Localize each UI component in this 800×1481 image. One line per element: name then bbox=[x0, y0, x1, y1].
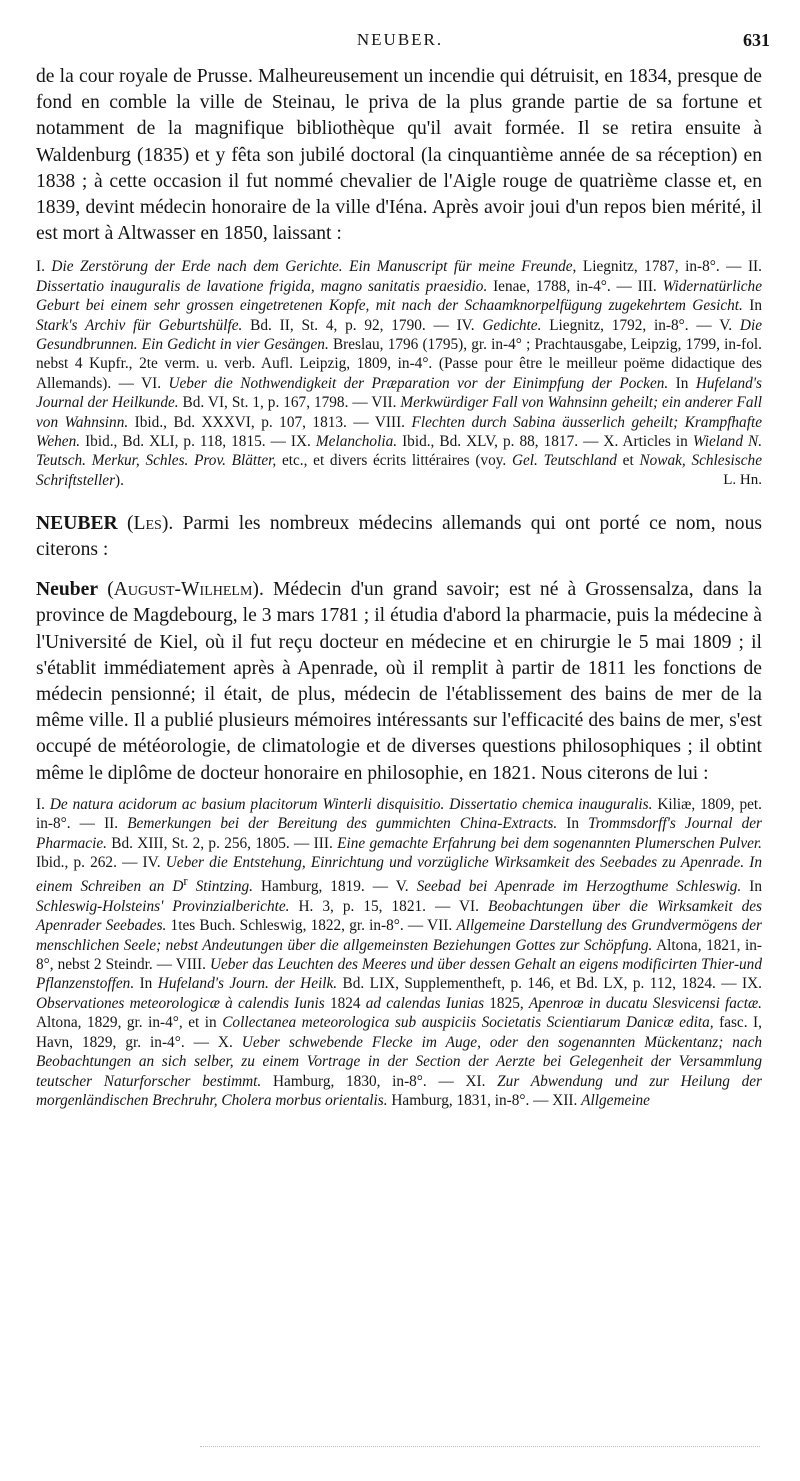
biblio-title: Melancholia. bbox=[315, 433, 398, 451]
biblio-title: Collectanea meteorologica sub auspiciis Societatis Scientiarum Danicæ edita, bbox=[222, 1014, 714, 1032]
biblio-text: Kiliæ, 1809, pet. in-8°. — II. bbox=[36, 795, 762, 833]
biblio-text: Ibid., p. 262. — IV. bbox=[36, 853, 166, 871]
entry-given-names: (August-Wilhelm). bbox=[98, 579, 264, 601]
section-intro-paragraph bbox=[36, 511, 762, 563]
biblio-text: In bbox=[668, 374, 696, 392]
biblio-title: Gel. Teutschland bbox=[511, 452, 617, 470]
biblio-title: Schleswig-Holsteins' Provinzialberichte. bbox=[36, 897, 290, 915]
biblio-text: Liegnitz, 1792, in-8°. — V. bbox=[541, 316, 740, 334]
biblio-text: I. bbox=[36, 795, 50, 813]
biblio-title: Merkwürdiger Fall von Wahnsinn geheilt; ein anderer Fall von Wahnsinn. bbox=[36, 394, 763, 431]
biblio-title: Gedichte. bbox=[482, 316, 542, 334]
biblio-text: Bd. VI, St. 1, p. 167, 1798. — VII. bbox=[178, 394, 401, 412]
biblio-text: In bbox=[741, 878, 762, 896]
biblio-text: 1824 bbox=[324, 994, 366, 1012]
biblio-title: Trommsdorff's Journal der Pharmacie. bbox=[36, 815, 762, 852]
biblio-text: fasc. I, Havn, 1829, gr. in-4°. — X. bbox=[36, 1014, 762, 1051]
biblio-text: 1tes Buch. Schleswig, 1822, gr. in-8°. — VII. bbox=[166, 917, 457, 935]
biblio-title: Bemerkungen bei der Bereitung des gummichten China-Extracts. bbox=[127, 815, 558, 833]
biblio-text: etc., et divers écrits littéraires (voy. bbox=[276, 452, 512, 470]
biblio-title: Ueber schwebende Flecke im Auge, oder den sogenannten Mückentanz; nach Beobachtungen an sich selber, zu einem Vortrage in der Section der Aerzte bei Gelegenheit der Versammlung teutscher Naturforscher bestimmt. bbox=[36, 1033, 763, 1090]
entry-paragraph bbox=[36, 577, 762, 787]
biblio-title: Seebad bei Apenrade im Herzogthume Schleswig. bbox=[416, 878, 742, 896]
entry-text: Médecin d'un grand savoir; est né à Grossensalza, dans la province de Magdebourg, le 3 mars 1781 ; il étudia d'abord la pharmacie, puis la médecine à l'Université de Kiel, où il fut reçu docteur en médecine et en chirurgie le 5 mai 1809 ; il s'établit immédiatement après à Apenrade, où il remplit à partir de 1811 les fonctions de médecin pensionné; il était, de plus, médecin de l'établissement des bains de mer de la même ville. Il a publié plusieurs mémoires intéressants sur l'efficacité des bains de mer, s'est occupé de météorologie, de climatologie et de diverses questions philosophiques ; il obtint même le diplôme de docteur honoraire en philosophie, en 1821. Nous citerons de lui : bbox=[36, 579, 762, 784]
biblio-title: Observationes meteorologicæ à calendis Iunis bbox=[36, 994, 325, 1012]
biblio-text: H. 3, p. 15, 1821. — VI. bbox=[289, 897, 488, 915]
bibliography-list-1 bbox=[36, 257, 762, 490]
biblio-text: Ibid., Bd. XLV, p. 88, 1817. — X. Articles in bbox=[397, 433, 693, 451]
biblio-text: In bbox=[742, 297, 762, 315]
biblio-title: Allgemeine Darstellung des Grundvermögens der menschlichen Seele; nebst Andeutungen über die allgemeinsten Beziehungen Gottes zur Schöpfung. bbox=[36, 917, 762, 954]
biblio-text: Bd. XIII, St. 2, p. 256, 1805. — III. bbox=[106, 834, 338, 852]
biblio-text: Altona, 1829, gr. in-4°, et in bbox=[36, 1014, 223, 1032]
biblio-text: Ibid., Bd. XXXVI, p. 107, 1813. — VIII. bbox=[128, 413, 412, 431]
biblio-title: Die Gesundbrunnen. Ein Gedicht in vier Gesängen. bbox=[36, 316, 762, 354]
biblio-title: ad calendas Iunias bbox=[365, 994, 485, 1012]
author-signature: L. Hn. bbox=[723, 472, 762, 489]
biblio-title: Widernatürliche Geburt bei einem sehr grossen eingetretenen Kopfe, mit nach der Schaamknorpelfügung zugekehrtem Gesicht. bbox=[36, 277, 762, 315]
section-heading: NEUBER bbox=[36, 512, 118, 534]
biblio-title: Zur Abwendung und zur Heilung der morgenländischen Brechruhr, Cholera morbus orientalis. bbox=[36, 1072, 763, 1109]
biblio-text: Hamburg, 1830, in-8°. — XI. bbox=[261, 1072, 498, 1090]
biblio-title: Stintzing. bbox=[187, 878, 254, 896]
page-bottom-rule bbox=[200, 1446, 760, 1449]
biblio-text: I. bbox=[36, 258, 52, 276]
biblio-title: Ueber die Nothwendigkeit der Præparation vor der Einimpfung der Pocken. bbox=[168, 374, 669, 392]
section-intro-text: Parmi les nombreux médecins allemands qui ont porté ce nom, nous citerons : bbox=[36, 512, 762, 560]
biblio-title: De natura acidorum ac basium placitorum Winterli disquisitio. Dissertatio chemica inauguralis. bbox=[49, 795, 653, 813]
bibliography-list-2 bbox=[36, 795, 762, 1111]
biblio-text: Hamburg, 1831, in-8°. — XII. bbox=[387, 1091, 582, 1109]
biblio-text: Ienae, 1788, in-4°. — III. bbox=[487, 277, 663, 295]
page-number: 631 bbox=[743, 30, 770, 50]
biography-paragraph-continued: de la cour royale de Prusse. Malheureusement un incendie qui détruisit, en 1834, presque de fond en comble la ville de Steinau, le priva de la plus grande partie de sa fortune et notamment de la magnifique bibliothèque qu'il avait formée. Il se retira ensuite à Waldenburg (1835) et y fêta son jubilé doctoral (la cinquantième année de sa réception) en 1838 ; à cette occasion il fut nommé chevalier de l'Aigle rouge de quatrième classe et, en 1839, devint médecin honoraire de la ville d'Iéna. Après avoir joui d'un repos bien mérité, il est mort à Altwasser en 1850, laissant : bbox=[36, 66, 762, 245]
biblio-text: Breslau, 1796 (1795), gr. in-4° ; Prachtausgabe, Leipzig, 1799, in-fol. nebst 4 Kupfr., 2te verm. u. verb. Aufl. Leipzig, 1809, in-4°. (Passe pour être le meilleur poëme didactique des Allemands). — VI. bbox=[36, 336, 762, 392]
biblio-title: Nowak, Schlesische Schriftsteller bbox=[36, 452, 762, 489]
biblio-title: Eine gemachte Erfahrung bei dem sogenannten Plumerschen Pulver. bbox=[337, 834, 762, 852]
biblio-title: Allgemeine bbox=[581, 1091, 650, 1109]
entry-name: Neuber bbox=[36, 579, 99, 601]
biblio-title: Hufeland's Journal der Heilkunde. bbox=[36, 374, 762, 412]
biblio-text: Bd. II, St. 4, p. 92, 1790. — IV. bbox=[242, 316, 483, 334]
biblio-title: Apenroæ in ducatu Slesvicensi factæ. bbox=[528, 994, 762, 1012]
biblio-title: Flechten durch Sabina äusserlich geheilt; Krampfhafte Wehen. bbox=[36, 413, 762, 451]
running-title: NEUBER. bbox=[356, 30, 444, 49]
biblio-text: In bbox=[557, 815, 589, 833]
biblio-title: Dissertatio inauguralis de lavatione frigida, magno sanitatis praesidio. bbox=[36, 277, 488, 295]
biblio-title: Ueber das Leuchten des Meeres und über dessen Gehalt an eigens modificirten Thier-und Pflanzenstoffen. bbox=[36, 956, 762, 993]
biblio-title: Hufeland's Journ. der Heilk. bbox=[157, 975, 338, 993]
biblio-text: ). bbox=[115, 471, 124, 489]
biblio-text: Hamburg, 1819. — V. bbox=[253, 878, 417, 896]
superscript: r bbox=[183, 874, 188, 889]
biblio-text: et bbox=[616, 452, 640, 470]
biblio-text: Ibid., Bd. XLI, p. 118, 1815. — IX. bbox=[80, 433, 316, 451]
biblio-text: Altona, 1821, in-8°, nebst 2 Steindr. — VIII. bbox=[36, 936, 763, 974]
biblio-text: 1825, bbox=[484, 994, 529, 1012]
page-header bbox=[30, 30, 770, 54]
biblio-title: Die Zerstörung der Erde nach dem Gerichte. Ein Manuscript für meine Freunde bbox=[51, 258, 573, 276]
biblio-title: Stark's Archiv für Geburtshülfe. bbox=[36, 316, 243, 334]
biblio-title: Ueber die Entstehung, Einrichtung und vorzügliche Wirksamkeit des Seebades zu Apenrade. In einem Schreiben an D bbox=[36, 853, 762, 896]
page-body bbox=[36, 64, 762, 1110]
biblio-text: , Liegnitz, 1787, in-8°. — II. bbox=[572, 258, 762, 276]
biblio-text: Bd. LIX, Supplementheft, p. 146, et Bd. LX, p. 112, 1824. — IX. bbox=[337, 975, 762, 993]
biblio-text: In bbox=[134, 975, 158, 993]
biblio-title: Beobachtungen über die Wirksamkeit des Apenrader Seebades. bbox=[36, 897, 762, 935]
biblio-title: Wieland N. Teutsch. Merkur, Schles. Prov. Blätter, bbox=[36, 433, 763, 470]
section-heading-suffix: (Les). bbox=[117, 512, 174, 534]
